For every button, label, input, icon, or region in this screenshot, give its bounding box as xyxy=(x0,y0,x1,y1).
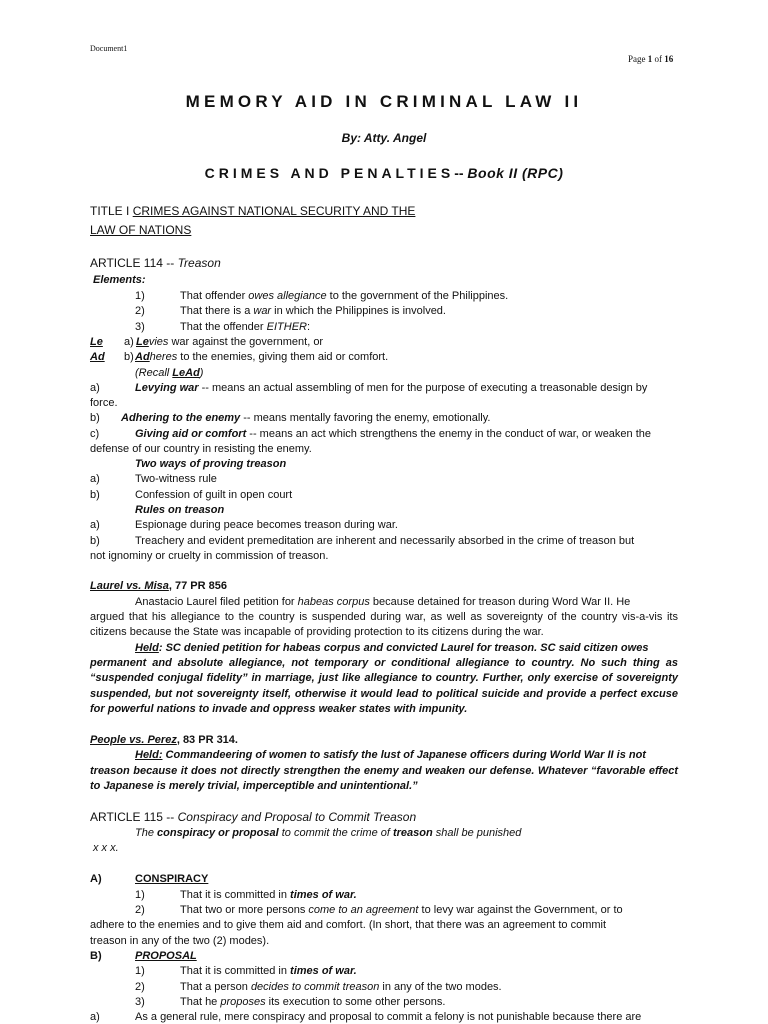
laurel-held-line-3: “suspended conjugal fidelity” in marriage, just like allegiance to country. Further, only exercise of sovereignty xyxy=(90,672,678,684)
way-b: b) Confession of guilt in open court xyxy=(90,489,293,501)
definition-adhering: b) Adhering to the enemy -- means mentally favoring the enemy, emotionally. xyxy=(90,412,491,424)
definition-levying-war-cont: force. xyxy=(90,397,118,409)
perez-held-line-1: Held: Commandeering of women to satisfy the lust of Japanese officers during World War II is not xyxy=(135,749,646,761)
conspiracy-item-2-cont-1: adhere to the enemies and to give them aid and comfort. (In short, that there was an agreement to commit xyxy=(90,919,607,931)
article-114-heading: ARTICLE 114 -- Treason xyxy=(90,256,221,270)
laurel-held-line-1: Held: SC denied petition for habeas corpus and convicted Laurel for treason. SC said citizen owes xyxy=(135,642,649,654)
recall-lead: (Recall LeAd) xyxy=(135,367,204,379)
way-a: a) Two-witness rule xyxy=(90,473,217,485)
general-rule-line: a) As a general rule, mere conspiracy and proposal to commit a felony is not punishable because there are xyxy=(90,1011,642,1023)
laurel-held-line-2: permanent and absolute allegiance, not temporary or conditional allegiance to country. No such thing as xyxy=(90,657,678,669)
laurel-held-line-4: suspended, but not sovereignty itself, otherwise it would lead to political suicide and provide a perfect excuse xyxy=(90,688,678,700)
article-115-heading: ARTICLE 115 -- Conspiracy and Proposal to Commit Treason xyxy=(90,810,417,824)
laurel-facts-line-3: citizens because the State was incapable of providing protection to its citizens during the war. xyxy=(90,626,544,638)
elements-label: Elements: xyxy=(93,274,146,286)
proposal-heading: B) PROPOSAL xyxy=(90,950,197,962)
document-subtitle: CRIMES AND PENALTIES-- Book II (RPC) xyxy=(204,165,564,181)
laurel-facts-line-2: argued that his allegiance to the country is suspended during war, as well as sovereignty of the country vis-a-vis its xyxy=(90,611,678,623)
definition-levying-war: a) Levying war -- means an actual assembling of men for the purpose of executing a treasonable design by xyxy=(90,382,648,394)
rule-a: a) Espionage during peace becomes treason during war. xyxy=(90,519,398,531)
case-people-vs-perez: People vs. Perez, 83 PR 314. xyxy=(90,734,238,746)
page-number: Page 1 of 16 xyxy=(628,54,674,64)
title-one-heading-cont: LAW OF NATIONS xyxy=(90,223,192,237)
document-page: Document1 Page 1 of 16 MEMORY AID IN CRIMINAL LAW II By: Atty. Angel CRIMES AND PENALTIES-- Book II (RPC) TITLE I CRIMES AGAINST NATIONAL SECURITY AND THE LAW OF NATIONS ARTICLE 114 -- Treason Elements: 1) That offender owes allegiance to the government of the Philippines. 2) That there is a war in which the Philippines is involved. 3) That the offender EITHER: Le a) Levies war against the government, or Ad b) Adheres to the enemies, giving them aid or comfort. (Recall LeAd) a) Levying war -- means an actual assembling of men for the purpose of executing a treasonable design by force. b) Adhering to the enemy -- means mentally favoring the enemy, emotionally. c) Giving aid or comfort -- means an act which strengthens the enemy in the conduct of war, or weaken the defense of our country in resisting the enemy. Two ways of proving treason a) Two-witness rule b) Confession of guilt in open court Rules on treason a) Espionage during peace becomes treason during war. b) Treachery and evident premeditation are inherent and necessarily absorbed in the crime of treason but not ignominy or cruelty in commission of treason. Laurel vs. Misa, 77 PR 856 Anastacio Laurel filed petition for habeas corpus because detained for treason during Word War II. He argued that his allegiance to the country is suspended during war, as well as sovereignty of the country vis-a-vis its citizens because the State was incapable of providing protection to its citizens during the war. Held: SC denied petition for habeas corpus and convicted Laurel for treason. SC said citizen owes permanent and absolute allegiance, not temporary or conditional allegiance to country. No such thing as “suspended conjugal fidelity” in marriage, just like allegiance to country. Further, only exercise of sovereignty suspended, but not sovereignty itself, otherwise it would lead to political suicide and provide a perfect excuse for powerful nations to invade and oppress weaker states with impunity. People vs. Perez, 83 PR 314. Held: Commandeering of women to satisfy the lust of Japanese officers during World War II is not treason because it does not directly strengthen the enemy and weaken our defense. Whatever “favorable effect to Japanese is merely trivial, imperceptible and unintentional.” ARTICLE 115 -- Conspiracy and Proposal to Commit Treason The conspiracy or proposal to commit the crime of treason shall be punished x x x. A) CONSPIRACY 1) That it is committed in times of war. 2) That two or more persons come to an agreement to levy war against the Government, or to adhere to the enemies and to give them aid and comfort. (In short, that there was an agreement to commit treason in any of the two (2) modes). B) PROPOSAL 1) That it is committed in times of war. 2) That a person decides to commit treason in any of the two modes. 3) That he proposes its execution to some other persons. a) As a general rule, mere conspiracy and proposal to commit a felony is not punishable because there are xyxy=(0,0,768,1024)
rules-on-treason-label: Rules on treason xyxy=(135,504,225,516)
rule-b: b) Treachery and evident premeditation are inherent and necessarily absorbed in the crime of treason but xyxy=(90,535,635,547)
laurel-held-line-5: for powerful nations to invade and oppress weaker states with impunity. xyxy=(90,703,468,715)
ways-of-proving-label: Two ways of proving treason xyxy=(135,458,287,470)
document-author: By: Atty. Angel xyxy=(341,131,427,145)
case-laurel-vs-misa: Laurel vs. Misa, 77 PR 856 xyxy=(90,580,227,592)
perez-held-line-2: treason because it does not directly strengthen the enemy and weaken our defense. Whatever “favorable effect xyxy=(90,765,678,777)
conspiracy-item-2-cont-2: treason in any of the two (2) modes). xyxy=(90,935,270,947)
mode-adheres: Ad b) Adheres to the enemies, giving them aid or comfort. xyxy=(90,351,389,363)
mode-levies: Le a) Levies war against the government, or xyxy=(90,336,324,348)
document-title: MEMORY AID IN CRIMINAL LAW II xyxy=(185,92,583,111)
document-label: Document1 xyxy=(90,44,128,53)
definition-aid-comfort: c) Giving aid or comfort -- means an act which strengthens the enemy in the conduct of war, or weaken the xyxy=(90,428,652,440)
rule-b-cont: not ignominy or cruelty in commission of treason. xyxy=(90,550,329,562)
title-one-heading: TITLE I CRIMES AGAINST NATIONAL SECURITY AND THE xyxy=(90,204,416,218)
article-115-intro: The conspiracy or proposal to commit the crime of treason shall be punished xyxy=(135,827,522,839)
conspiracy-heading: A) CONSPIRACY xyxy=(90,873,209,885)
article-115-xxx: x x x. xyxy=(93,842,119,854)
definition-aid-comfort-cont: defense of our country in resisting the enemy. xyxy=(90,443,312,455)
laurel-facts-line-1: Anastacio Laurel filed petition for habeas corpus because detained for treason during Word War II. He xyxy=(135,596,631,608)
perez-held-line-3: to Japanese is merely trivial, imperceptible and unintentional.” xyxy=(90,780,418,792)
